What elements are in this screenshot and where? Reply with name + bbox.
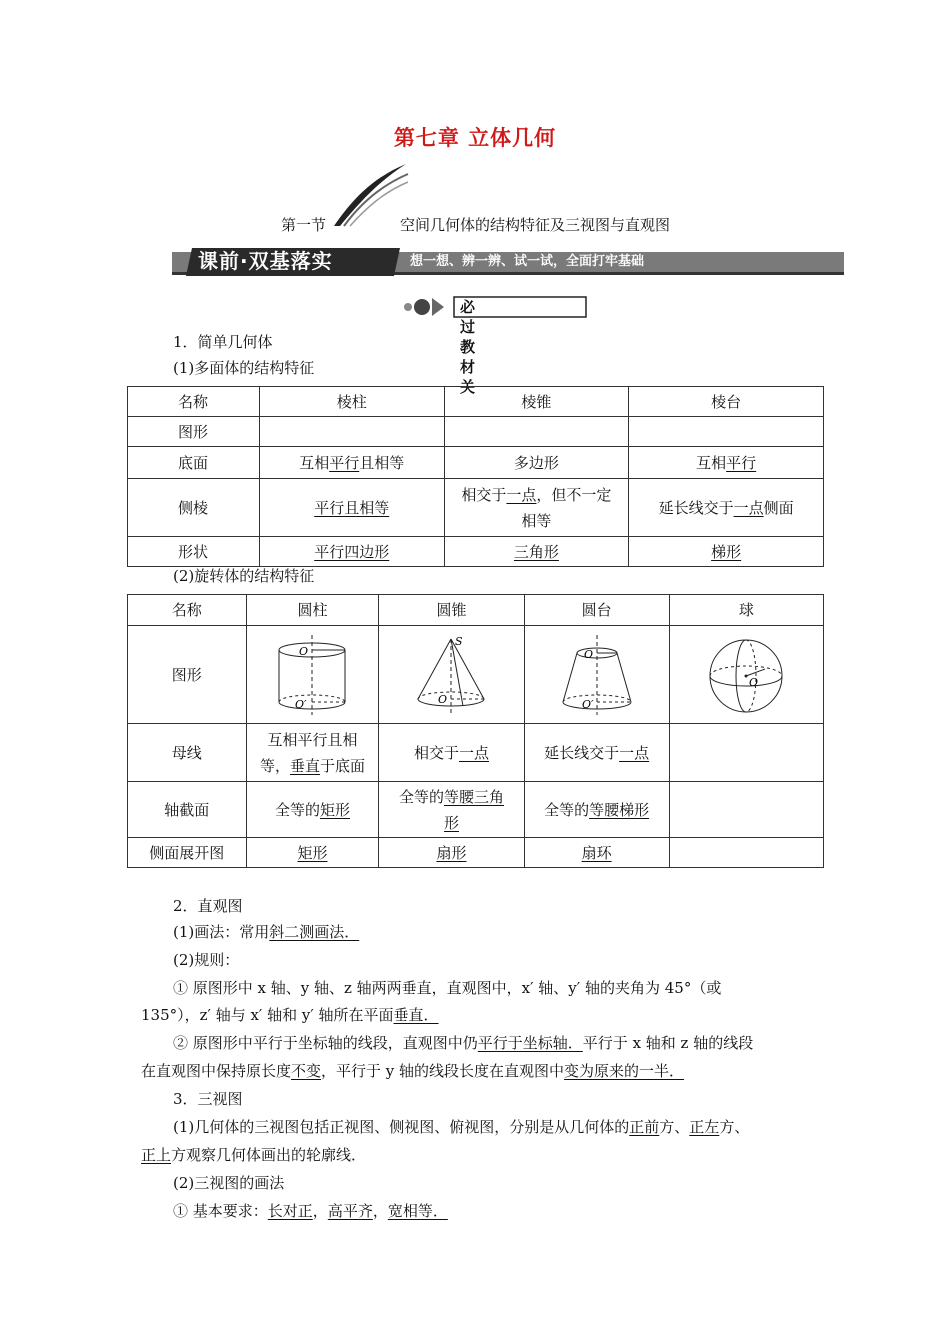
label-s: S <box>455 634 464 648</box>
heading-three-views: 3．三视图 <box>173 1090 243 1108</box>
cell-empty <box>629 417 824 447</box>
table-row <box>128 417 824 447</box>
table-row <box>128 387 824 417</box>
banner-title: 课前·双基落实 <box>198 249 333 273</box>
table-row <box>128 782 824 838</box>
heading-simple-solids: 1．简单几何体 <box>173 333 273 351</box>
header-prism: 棱柱 <box>259 387 444 417</box>
heading-drawing-method: (2)三视图的画法 <box>173 1174 285 1192</box>
rule2-line2: 在直观图中保持原长度不变，平行于 y 轴的线段长度在直观图中变为原来的一半． <box>141 1062 685 1080</box>
row-label-shape: 形状 <box>128 537 260 567</box>
label-o: O <box>583 647 593 661</box>
cell-prism-base: 互相平行且相等 <box>259 447 444 479</box>
label-o: O <box>438 692 448 706</box>
header-name: 名称 <box>128 387 260 417</box>
header-pyramid: 棱锥 <box>444 387 629 417</box>
header-sphere: 球 <box>669 595 823 626</box>
heading-polyhedra: (1)多面体的结构特征 <box>173 359 315 377</box>
cell-cone-figure <box>379 626 524 724</box>
rule2-line1: ② 原图形中平行于坐标轴的线段，直观图中仍平行于坐标轴．平行于 x 轴和 z 轴的线段 <box>173 1034 754 1052</box>
chapter-title: 第七章 立体几何 <box>393 126 557 150</box>
cell-frustum-gen: 延长线交于一点 <box>524 724 669 782</box>
row-label-edge: 侧棱 <box>128 479 260 537</box>
table-row <box>128 838 824 868</box>
row-label-figure: 图形 <box>128 417 260 447</box>
polyhedra-table <box>127 386 824 567</box>
frustum-figure <box>554 633 640 717</box>
table-row <box>128 447 824 479</box>
cone-figure <box>408 633 494 717</box>
cell-frustum-figure <box>524 626 669 724</box>
swoosh-decoration <box>330 160 410 230</box>
cell-cone-unfold: 扇形 <box>379 838 524 868</box>
cell-pyramid-edge: 相交于一点，但不一定 相等 <box>444 479 629 537</box>
cell-cylinder-unfold: 矩形 <box>246 838 379 868</box>
table-row <box>128 626 824 724</box>
banner <box>172 246 844 276</box>
paragraph-method: (1)画法：常用斜二测画法． <box>173 923 360 941</box>
heading-solids-of-revolution: (2)旋转体的结构特征 <box>173 567 315 585</box>
row-label-generatrix: 母线 <box>128 724 247 782</box>
label-o-prime: O′ <box>295 697 307 711</box>
header-frustum: 棱台 <box>629 387 824 417</box>
cell-empty <box>259 417 444 447</box>
cylinder-figure <box>269 633 355 717</box>
cell-cone-axial: 全等的等腰三角 形 <box>379 782 524 838</box>
cell-empty <box>669 838 823 868</box>
cell-cylinder-gen: 互相平行且相 等，垂直于底面 <box>246 724 379 782</box>
cell-pyramid-face: 三角形 <box>444 537 629 567</box>
heading-intuitive-view: 2．直观图 <box>173 897 243 915</box>
header-cone: 圆锥 <box>379 595 524 626</box>
revolution-table <box>127 594 824 868</box>
cell-frustum-base: 互相平行 <box>629 447 824 479</box>
section-title: 空间几何体的结构特征及三视图与直观图 <box>400 216 671 234</box>
label-o: O <box>299 644 309 658</box>
label-o-prime: O′ <box>581 697 594 711</box>
cell-empty <box>669 782 823 838</box>
cell-sphere-figure <box>669 626 823 724</box>
cell-pyramid-base: 多边形 <box>444 447 629 479</box>
row-label-axial-section: 轴截面 <box>128 782 247 838</box>
table-row <box>128 595 824 626</box>
sphere-figure <box>703 633 789 717</box>
cell-empty <box>444 417 629 447</box>
badge-arrow-icon <box>402 294 592 320</box>
basic-requirements: ① 基本要求：长对正，高平齐，宽相等． <box>173 1202 448 1220</box>
section-number: 第一节 <box>281 216 327 234</box>
label-o: O <box>749 675 759 689</box>
rule1-line2: 135°），z′ 轴与 x′ 轴和 y′ 轴所在平面垂直． <box>141 1006 439 1024</box>
three-views-line2: 正上方观察几何体画出的轮廓线． <box>141 1146 367 1164</box>
table-row <box>128 724 824 782</box>
header-frustum: 圆台 <box>524 595 669 626</box>
row-label-lateral-unfold: 侧面展开图 <box>128 838 247 868</box>
rule1-line1: ① 原图形中 x 轴、y 轴、z 轴两两垂直，直观图中，x′ 轴、y′ 轴的夹角为 45°（或 <box>173 979 722 997</box>
banner-slogan: 想一想、辨一辨、试一试，全面打牢基础 <box>410 254 645 269</box>
paragraph-rules: (2)规则： <box>173 951 240 969</box>
cell-cylinder-axial: 全等的矩形 <box>246 782 379 838</box>
cell-prism-face: 平行四边形 <box>259 537 444 567</box>
header-name: 名称 <box>128 595 247 626</box>
cell-prism-edge: 平行且相等 <box>259 479 444 537</box>
row-label-base: 底面 <box>128 447 260 479</box>
cell-empty <box>669 724 823 782</box>
row-label-figure: 图形 <box>128 626 247 724</box>
cell-frustum-edge: 延长线交于一点侧面 <box>629 479 824 537</box>
cell-frustum-face: 梯形 <box>629 537 824 567</box>
table-row <box>128 537 824 567</box>
badge-label: 必过教材关 <box>460 298 479 396</box>
table-row <box>128 479 824 537</box>
cell-frustum-axial: 全等的等腰梯形 <box>524 782 669 838</box>
header-cylinder: 圆柱 <box>246 595 379 626</box>
cell-cylinder-figure <box>246 626 379 724</box>
cell-frustum-unfold: 扇环 <box>524 838 669 868</box>
cell-cone-gen: 相交于一点 <box>379 724 524 782</box>
three-views-line1: (1)几何体的三视图包括正视图、侧视图、俯视图，分别是从几何体的正前方、正左方、 <box>173 1118 750 1136</box>
